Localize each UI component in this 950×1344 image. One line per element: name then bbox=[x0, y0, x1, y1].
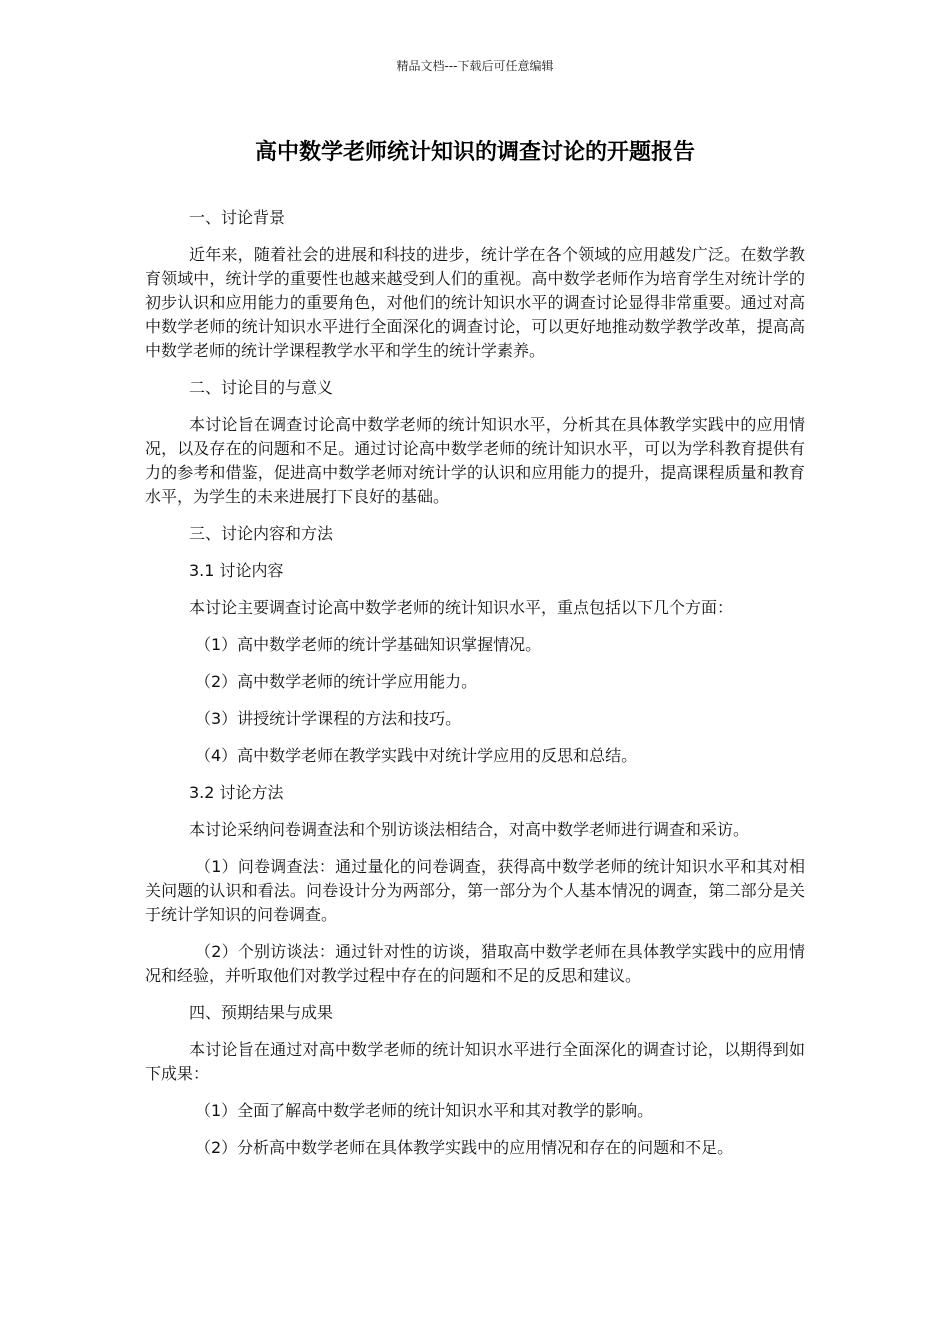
section-heading-results: 四、预期结果与成果 bbox=[189, 1003, 334, 1022]
paragraph-content-intro: 本讨论主要调查讨论高中数学老师的统计知识水平，重点包括以下几个方面： bbox=[189, 598, 734, 617]
list-item: （1）全面了解高中数学老师的统计知识水平和其对教学的影响。 bbox=[195, 1101, 654, 1120]
list-item: （1）高中数学老师的统计学基础知识掌握情况。 bbox=[195, 635, 542, 654]
list-item: （3）讲授统计学课程的方法和技巧。 bbox=[195, 709, 462, 728]
paragraph-method-intro: 本讨论采纳问卷调查法和个别访谈法相结合，对高中数学老师进行调查和采访。 bbox=[189, 820, 750, 839]
subsection-heading-content: 3.1 讨论内容 bbox=[189, 561, 284, 580]
document-body bbox=[145, 206, 805, 1160]
page-header: 精品文档---下载后可任意编辑 bbox=[396, 59, 554, 73]
section-heading-purpose: 二、讨论目的与意义 bbox=[189, 378, 334, 397]
document-title: 高中数学老师统计知识的调查讨论的开题报告 bbox=[254, 140, 695, 165]
subsection-heading-method: 3.2 讨论方法 bbox=[189, 783, 284, 802]
list-item: （2）高中数学老师的统计学应用能力。 bbox=[195, 672, 478, 691]
list-item: （4）高中数学老师在教学实践中对统计学应用的反思和总结。 bbox=[195, 746, 638, 765]
section-heading-content-method: 三、讨论内容和方法 bbox=[189, 524, 334, 543]
paragraph-method-survey: （1）问卷调查法：通过量化的问卷调查，获得高中数学老师的统计知识水平和其对相关问题的认识和看法。问卷设计分为两部分，第一部分为个人基本情况的调查，第二部分是关于统计学知识的问卷调查。 bbox=[145, 857, 805, 924]
paragraph-purpose: 本讨论旨在调查讨论高中数学老师的统计知识水平，分析其在具体教学实践中的应用情况，以及存在的问题和不足。通过讨论高中数学老师的统计知识水平，可以为学科教育提供有力的参考和借鉴，促进高中数学老师对统计学的认识和应用能力的提升，提高课程质量和教育水平，为学生的未来进展打下良好的基础。 bbox=[145, 415, 805, 506]
paragraph-results-intro: 本讨论旨在通过对高中数学老师的统计知识水平进行全面深化的调查讨论，以期得到如下成果： bbox=[145, 1040, 805, 1083]
section-heading-background: 一、讨论背景 bbox=[189, 208, 286, 227]
list-item: （2）分析高中数学老师在具体教学实践中的应用情况和存在的问题和不足。 bbox=[195, 1138, 734, 1157]
paragraph-method-interview: （2）个别访谈法：通过针对性的访谈，猎取高中数学老师在具体教学实践中的应用情况和经验，并听取他们对教学过程中存在的问题和不足的反思和建议。 bbox=[145, 942, 805, 985]
paragraph-background: 近年来，随着社会的进展和科技的进步，统计学在各个领域的应用越发广泛。在数学教育领域中，统计学的重要性也越来越受到人们的重视。高中数学老师作为培育学生对统计学的初步认识和应用能力的重要角色，对他们的统计知识水平的调查讨论显得非常重要。通过对高中数学老师的统计知识水平进行全面深化的调查讨论，可以更好地推动数学教学改革，提高高中数学老师的统计学课程教学水平和学生的统计学素养。 bbox=[145, 245, 805, 360]
